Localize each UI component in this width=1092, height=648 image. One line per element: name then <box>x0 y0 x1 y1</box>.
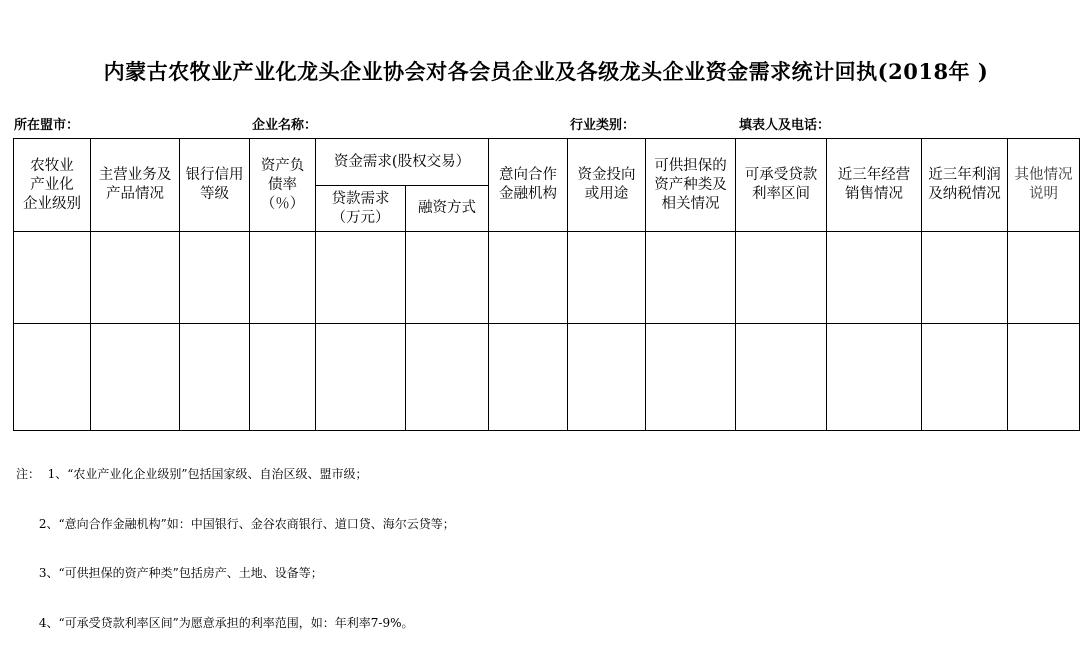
table-cell[interactable] <box>91 324 180 431</box>
header-debt-ratio: 资产负 债率 （％） <box>250 139 316 232</box>
table-row <box>14 232 1080 324</box>
table-cell[interactable] <box>922 232 1008 324</box>
industry-label: 行业类别： <box>570 118 636 133</box>
table-cell[interactable] <box>406 324 489 431</box>
note-line: 2、“意向合作金融机构”如：中国银行、金谷农商银行、道口贷、海尔云贷等； <box>16 516 455 531</box>
header-sales: 近三年经营 销售情况 <box>827 139 922 232</box>
table-cell[interactable] <box>922 324 1008 431</box>
table-cell[interactable] <box>489 232 568 324</box>
header-collateral: 可供担保的 资产种类及 相关情况 <box>646 139 736 232</box>
table-cell[interactable] <box>180 324 250 431</box>
header-profit-tax: 近三年利润 及纳税情况 <box>922 139 1008 232</box>
table-cell[interactable] <box>14 324 91 431</box>
table-cell[interactable] <box>736 324 827 431</box>
filler-contact-label: 填表人及电话： <box>739 118 831 133</box>
funding-demand-table <box>13 138 1080 431</box>
header-main-business: 主营业务及 产品情况 <box>91 139 180 232</box>
table-row <box>14 324 1080 431</box>
company-name-label: 企业名称： <box>252 118 318 133</box>
table-cell[interactable] <box>1008 324 1080 431</box>
header-funding-need: 资金需求(股权交易） <box>316 139 489 186</box>
table-cell[interactable] <box>736 232 827 324</box>
header-rate-range: 可承受贷款 利率区间 <box>736 139 827 232</box>
table-cell[interactable] <box>316 324 406 431</box>
table-cell[interactable] <box>489 324 568 431</box>
notes <box>16 433 455 648</box>
table-cell[interactable] <box>1008 232 1080 324</box>
header-fund-usage: 资金投向 或用途 <box>568 139 646 232</box>
table-cell[interactable] <box>250 324 316 431</box>
form-title: 内蒙古农牧业产业化龙头企业协会对各会员企业及各级龙头企业资金需求统计回执(2018年 ) <box>103 59 989 84</box>
header-financing-method: 融资方式 <box>406 186 489 232</box>
header-bank-credit: 银行信用 等级 <box>180 139 250 232</box>
table-cell[interactable] <box>250 232 316 324</box>
table-cell[interactable] <box>91 232 180 324</box>
league-city-label: 所在盟市： <box>14 118 80 133</box>
table-cell[interactable] <box>316 232 406 324</box>
note-line: 注： 1、“农业产业化企业级别”包括国家级、自治区级、盟市级； <box>16 467 368 481</box>
table-cell[interactable] <box>827 232 922 324</box>
header-enterprise-level: 农牧业 产业化 企业级别 <box>14 139 91 232</box>
table-cell[interactable] <box>568 324 646 431</box>
table-cell[interactable] <box>827 324 922 431</box>
table-cell[interactable] <box>646 324 736 431</box>
table-cell[interactable] <box>568 232 646 324</box>
note-line: 4、“可承受贷款利率区间”为愿意承担的利率范围，如：年利率7-9%。 <box>16 615 414 630</box>
header-other: 其他情况 说明 <box>1008 139 1080 232</box>
table-cell[interactable] <box>180 232 250 324</box>
table-cell[interactable] <box>646 232 736 324</box>
table-cell[interactable] <box>14 232 91 324</box>
table-cell[interactable] <box>406 232 489 324</box>
note-line: 3、“可供担保的资产种类”包括房产、土地、设备等； <box>16 566 323 580</box>
header-loan-need: 贷款需求 （万元） <box>316 186 406 232</box>
header-partner-institution: 意向合作 金融机构 <box>489 139 568 232</box>
